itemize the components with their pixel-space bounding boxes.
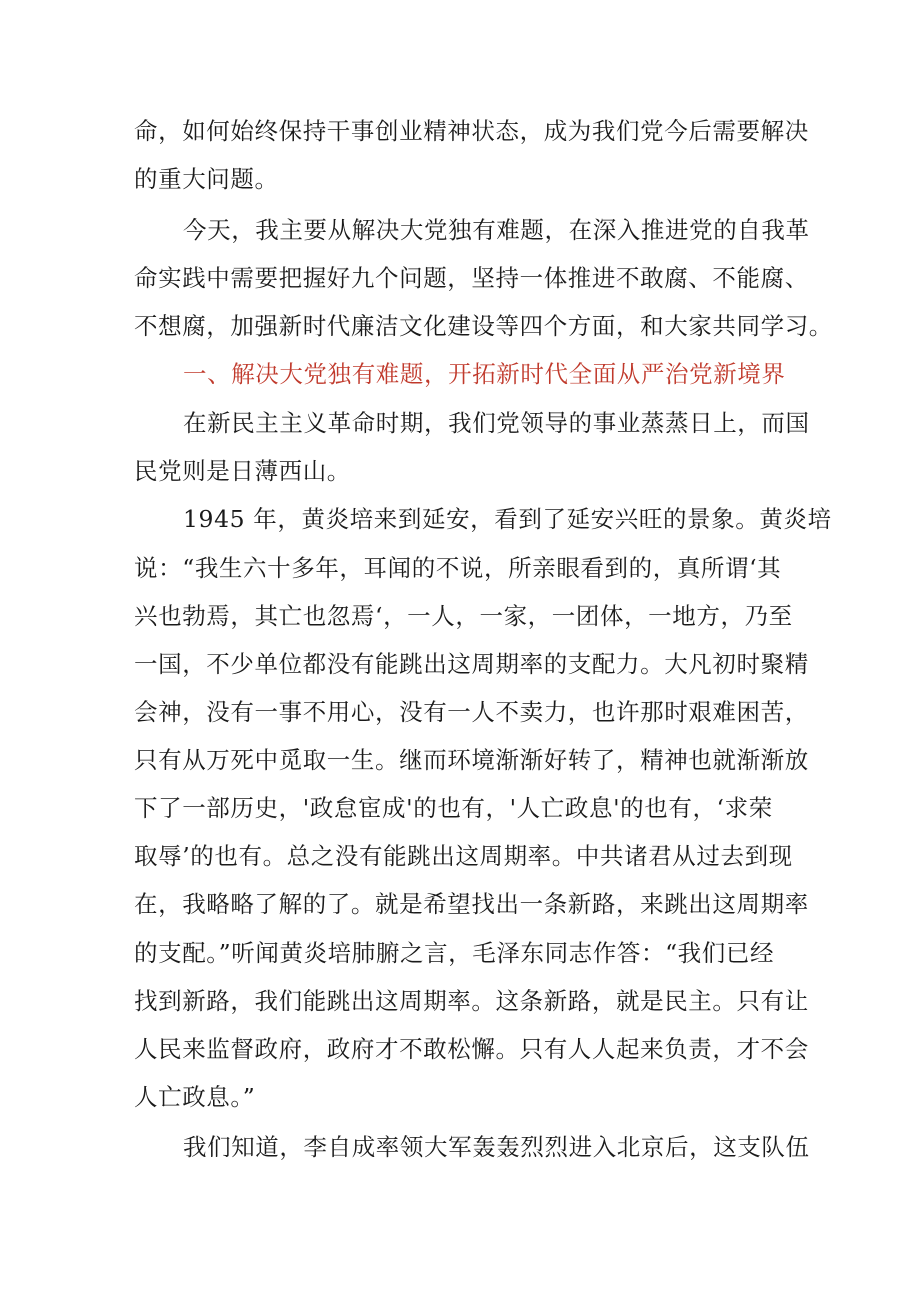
paragraph-first-line: 我们知道，李自成率领大军轰轰烈烈进入北京后，这支队伍 xyxy=(183,1133,810,1161)
body-text-line: 不想腐，加强新时代廉洁文化建设等四个方面，和大家共同学习。 xyxy=(134,312,833,340)
paragraph-first-line: 今天，我主要从解决大党独有难题，在深入推进党的自我革 xyxy=(183,216,810,244)
paragraph-first-line: 在新民主主义革命时期，我们党领导的事业蒸蒸日上，而国 xyxy=(183,409,810,437)
body-text-line: 人亡政息。” xyxy=(134,1083,256,1111)
body-text-line: 找到新路，我们能跳出这周期率。这条新路，就是民主。只有让 xyxy=(134,987,809,1015)
body-text-line: 在，我略略了解的了。就是希望找出一条新路，来跳出这周期率 xyxy=(134,890,809,918)
body-text-line: 只有从万死中觅取一生。继而环境渐渐好转了，精神也就渐渐放 xyxy=(134,746,809,774)
section-heading: 一、解决大党独有难题，开拓新时代全面从严治党新境界 xyxy=(183,360,786,388)
body-text-line: 命实践中需要把握好九个问题，坚持一体推进不敢腐、不能腐、 xyxy=(134,264,809,292)
body-text-line: 的支配。”听闻黄炎培肺腑之言，毛泽东同志作答：“我们已经 xyxy=(134,939,775,967)
body-text-line: 说：“我生六十多年，耳闻的不说，所亲眼看到的，真所谓‘其 xyxy=(134,554,782,582)
body-text-line: 一国，不少单位都没有能跳出这周期率的支配力。大凡初时聚精 xyxy=(134,650,809,678)
body-text-line: 的重大问题。 xyxy=(134,165,279,193)
body-text-line: 命，如何始终保持干事创业精神状态，成为我们党今后需要解决 xyxy=(134,117,809,145)
body-text-line: 人民来监督政府，政府才不敢松懈。只有人人起来负责，才不会 xyxy=(134,1035,809,1063)
body-text-line: 下了一部历史，'政怠宦成'的也有，'人亡政息'的也有，‘求荣 xyxy=(134,794,773,822)
body-text-line: 会神，没有一事不用心，没有一人不卖力，也许那时艰难困苦， xyxy=(134,698,809,726)
body-text-line: 兴也勃焉，其亡也忽焉‘，一人，一家，一团体，一地方，乃至 xyxy=(134,602,793,630)
body-text-line: 取辱’的也有。总之没有能跳出这周期率。中共诸君从过去到现 xyxy=(134,842,793,870)
body-text-line: 民党则是日薄西山。 xyxy=(134,457,351,485)
paragraph-first-line: 1945 年，黄炎培来到延安，看到了延安兴旺的景象。黄炎培 xyxy=(183,505,832,533)
